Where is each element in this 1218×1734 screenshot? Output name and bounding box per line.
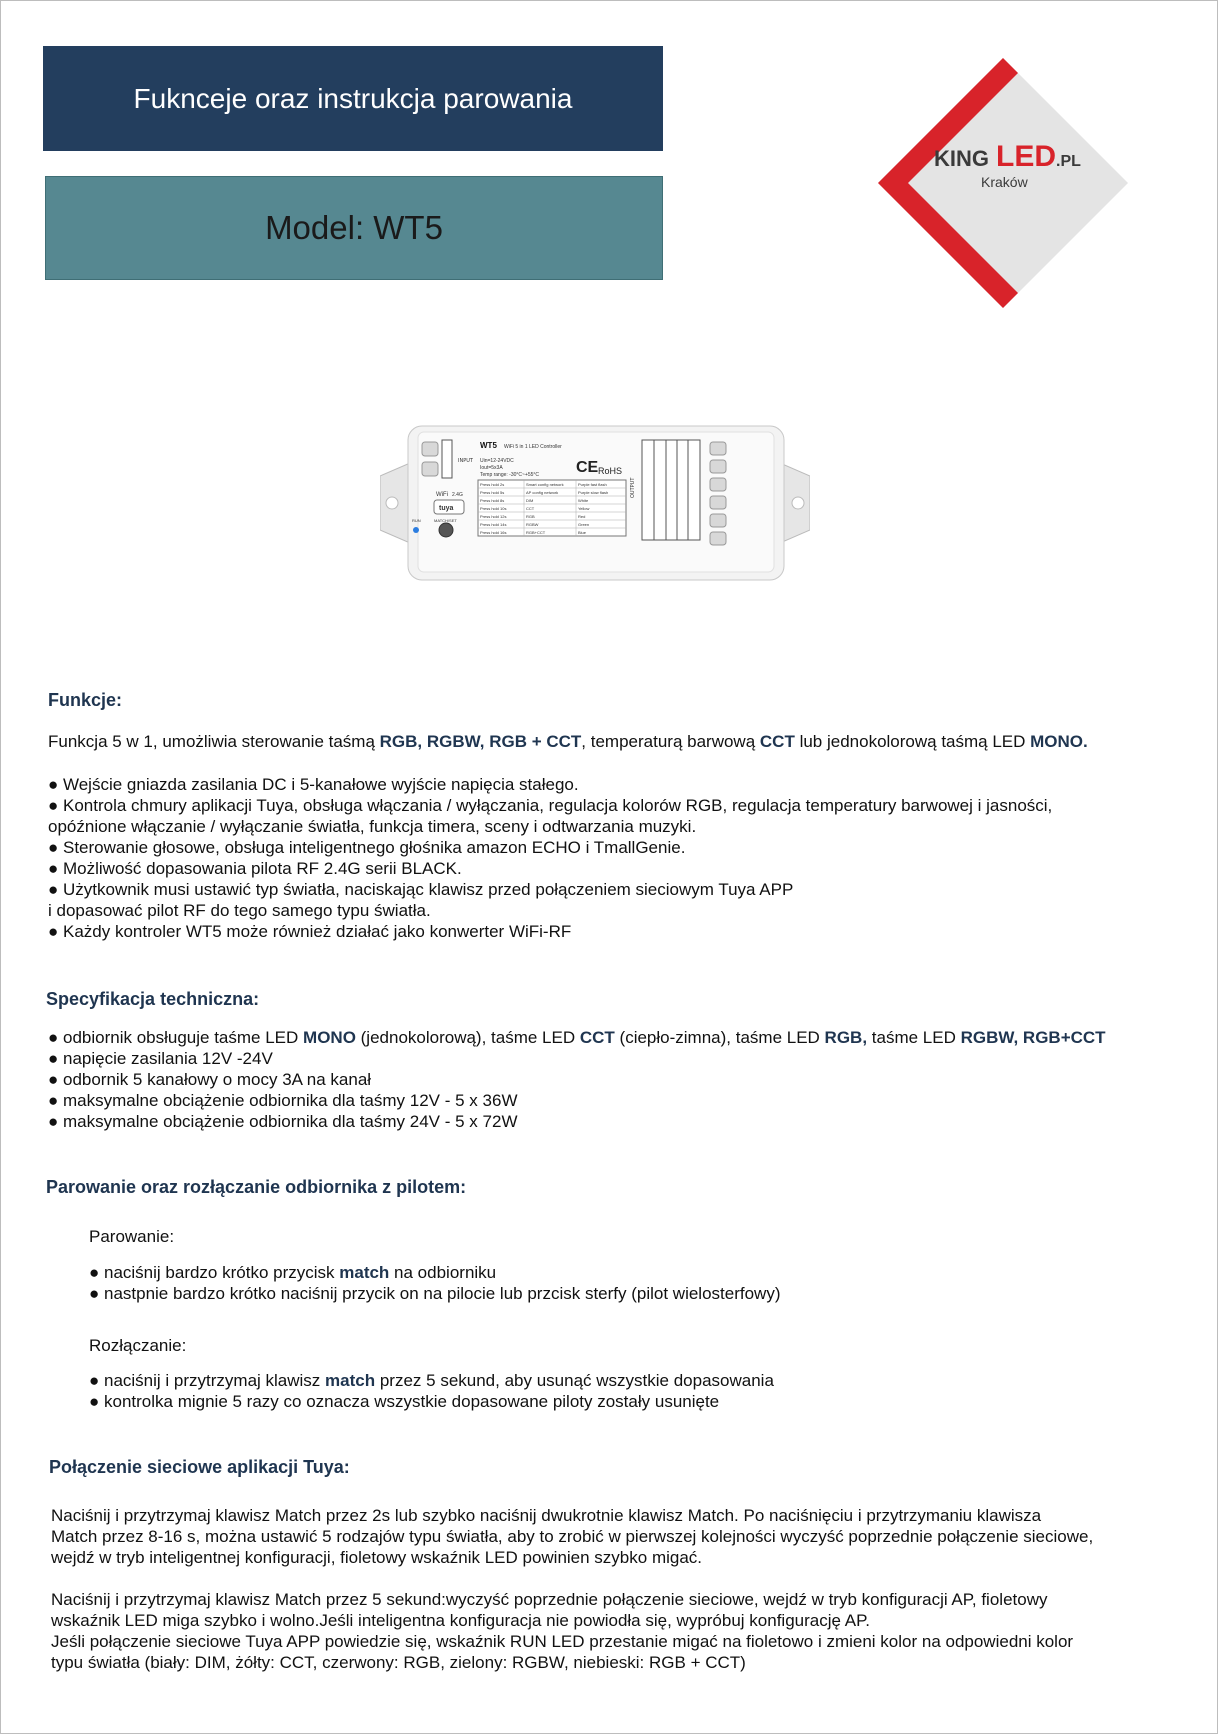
funkcje-bullet-list: [48, 774, 1052, 942]
match-button: [439, 523, 453, 537]
list-item: ● Sterowanie głosowe, obsługa inteligentnego głośnika amazon ECHO i TmallGenie.: [48, 838, 686, 857]
model-text: Model: WT5: [265, 209, 443, 246]
device-model: WT5: [480, 441, 497, 450]
page-title: [43, 46, 663, 151]
pairing-heading: Parowanie oraz rozłączanie odbiornika z pilotem:: [46, 1177, 467, 1197]
tuya-paragraph-2: Naciśnij i przytrzymaj klawisz Match przez 5 sekund:wyczyść poprzednie połączenie sieciowe, wejdź w tryb konfiguracji AP, fioletowy wskaźnik LED miga szybko i wolno.Jeśli inteligentna konfiguracja nie powiodła się, wypróbuj konfigurację AP. Jeśli połączenie sieciowe Tuya APP powiedzie się, wskaźnik RUN LED przestanie migać na fioletowo i zmieni kolor na odpowiedni kolor typu światła (biały: DIM, żółty: CCT, czerwony: RGB, zielony: RGBW, niebieski: RGB + CCT): [51, 1590, 1074, 1672]
list-item: ● maksymalne obciążenie odbiornika dla taśmy 24V - 5 x 72W: [48, 1112, 518, 1131]
device-table-cell: Blue: [578, 530, 587, 535]
logo-city: Kraków: [981, 174, 1028, 190]
tuya-paragraph-1: Naciśnij i przytrzymaj klawisz Match przez 2s lub szybko naciśnij dwukrotnie klawisz Match. Po naciśnięciu i przytrzymaniu klawisza Match przez 8-16 s, można ustawić 5 rodzajów typu światła, aby to zrobić w pierwszej kolejności wyczyść poprzednie połączenie sieciowe, wejdź w tryb inteligentnej konfiguracji, fioletowy wskaźnik LED powinien szybko migać.: [51, 1506, 1094, 1567]
list-item: ● naciśnij i przytrzymaj klawisz match przez 5 sekund, aby usunąć wszystkie dopasowania: [89, 1371, 774, 1390]
svg-text:OUTPUT: OUTPUT: [630, 477, 636, 498]
device-table-cell: Press hold 10s: [480, 506, 507, 511]
device-table-cell: Press hold 8s: [480, 498, 505, 503]
tuya-logo: tuya: [439, 505, 454, 512]
svg-text:Iout=5x3A: Iout=5x3A: [480, 465, 503, 471]
device-table-cell: DIM: [526, 498, 534, 503]
device-table-cell: RGB: [526, 514, 535, 519]
page-title-text: Fuknceje oraz instrukcja parowania: [133, 82, 573, 114]
kingled-logo: [868, 48, 1138, 318]
device-table-cell: CCT: [526, 506, 535, 511]
list-item: ● kontrolka mignie 5 razy co oznacza wszystkie dopasowane piloty zostały usunięte: [89, 1392, 720, 1411]
unpair-subtitle: Rozłączanie:: [89, 1336, 187, 1355]
device-table-cell: Yellow: [578, 506, 590, 511]
funkcje-heading: Funkcje:: [48, 690, 123, 710]
pairing-subtitle: Parowanie:: [89, 1227, 175, 1246]
list-item: ● napięcie zasilania 12V -24V: [48, 1049, 273, 1068]
list-item: ● naciśnij bardzo krótko przycisk match na odbiorniku: [89, 1263, 497, 1282]
funkcje-intro: Funkcja 5 w 1, umożliwia sterowanie taśmą RGB, RGBW, RGB + CCT, temperaturą barwową CCT lub jednokolorową taśmą LED MONO.: [48, 732, 1088, 751]
device-table-cell: RGBW: [526, 522, 539, 527]
device-table-cell: White: [578, 498, 589, 503]
svg-text:MATCH/SET: MATCH/SET: [434, 518, 457, 523]
device-table-cell: Press hold 5s: [480, 490, 505, 495]
model-banner: [45, 176, 663, 280]
svg-text:RUN: RUN: [412, 518, 421, 523]
device-table-cell: Smart config network: [526, 482, 564, 487]
svg-text:WiFi: WiFi: [436, 492, 448, 498]
list-item: ● odbiornik obsługuje taśme LED MONO (jednokolorową), taśme LED CCT (ciepło-zimna), taśme LED RGB, taśme LED RGBW, RGB+CCT: [48, 1028, 1106, 1047]
wt5-device-image: [380, 418, 810, 588]
device-table-cell: RGB+CCT: [526, 530, 546, 535]
device-table-cell: Press hold 14s: [480, 522, 507, 527]
svg-text:WiFi 5 in 1 LED Controller: WiFi 5 in 1 LED Controller: [504, 444, 562, 450]
pairing-steps: [89, 1262, 781, 1304]
logo-pl: .PL: [1056, 153, 1081, 170]
spec-heading: Specyfikacja techniczna:: [46, 989, 260, 1009]
ce-mark: CE: [576, 459, 599, 476]
device-table-cell: Purple fast flash: [578, 482, 607, 487]
list-item: ● nastpnie bardzo krótko naciśnij przycik on na pilocie lub przcisk sterfy (pilot wielosterfowy): [89, 1284, 781, 1303]
list-item: ● odbornik 5 kanałowy o mocy 3A na kanał: [48, 1070, 372, 1089]
device-table-cell: Press hold 2s: [480, 482, 505, 487]
tuya-heading: Połączenie sieciowe aplikacji Tuya:: [49, 1457, 350, 1477]
list-item: ● Użytkownik musi ustawić typ światła, naciskając klawisz przed połączeniem sieciowym Tuya APP: [48, 880, 794, 899]
device-table-cell: Green: [578, 522, 590, 527]
logo-led: LED: [996, 140, 1056, 173]
spec-bullet-list: [48, 1027, 1106, 1132]
unpair-steps: [89, 1370, 774, 1412]
device-table-cell: AP config network: [526, 490, 559, 495]
list-item: i dopasować pilot RF do tego samego typu światła.: [48, 901, 431, 920]
list-item: ● maksymalne obciążenie odbiornika dla taśmy 12V - 5 x 36W: [48, 1091, 518, 1110]
device-function-table: [478, 480, 626, 536]
output-label-grid: [642, 440, 700, 540]
device-table-cell: Press hold 12s: [480, 514, 507, 519]
device-table-cell: Red: [578, 514, 586, 519]
device-table-cell: Press hold 16s: [480, 530, 507, 535]
svg-text:2.4G: 2.4G: [452, 492, 463, 498]
list-item: ● Każdy kontroler WT5 może również działać jako konwerter WiFi-RF: [48, 922, 572, 941]
svg-text:Temp range: -30°C~+55°C: Temp range: -30°C~+55°C: [480, 472, 540, 478]
run-led: [413, 527, 419, 533]
svg-text:Uin=12-24VDC: Uin=12-24VDC: [480, 458, 514, 464]
list-item: ● Wejście gniazda zasilania DC i 5-kanałowe wyjście napięcia stałego.: [48, 775, 579, 794]
device-table-cell: Purple slow flash: [578, 490, 609, 495]
list-item: ● Możliwość dopasowania pilota RF 2.4G serii BLACK.: [48, 859, 462, 878]
logo-king: KING: [934, 146, 989, 171]
svg-text:INPUT: INPUT: [458, 458, 473, 464]
list-item: ● Kontrola chmury aplikacji Tuya, obsługa włączania / wyłączania, regulacja kolorów RGB, regulacja temperatury barwowej i jasności,: [48, 796, 1053, 815]
list-item: opóźnione włączanie / wyłączanie światła, funkcja timera, sceny i odtwarzania muzyki.: [48, 817, 697, 836]
rohs-mark: RoHS: [598, 466, 623, 476]
